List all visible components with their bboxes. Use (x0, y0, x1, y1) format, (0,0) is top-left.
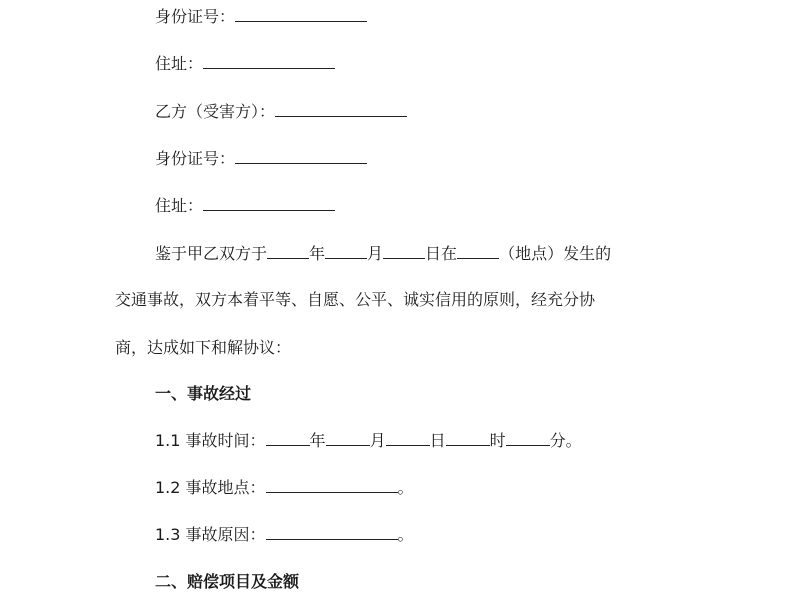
preamble-prefix: 鉴于甲乙双方于 (155, 244, 268, 263)
party-b-id-line (155, 148, 367, 170)
section-2-heading: 二、赔偿项目及金额 (155, 572, 300, 591)
accident-location-blank[interactable] (457, 244, 499, 259)
time-minute: 分。 (549, 431, 582, 450)
accident-cause-end: 。 (397, 525, 414, 544)
accident-time-label: 1.1 事故时间： (155, 431, 266, 450)
accident-place-line (155, 477, 414, 499)
party-b-address-line (155, 195, 335, 217)
preamble-line-2: 交通事故，双方本着平等、自愿、公平、诚实信用的原则，经充分协 (115, 290, 596, 309)
accident-place-end: 。 (397, 478, 414, 497)
accident-day-blank[interactable] (383, 244, 425, 259)
party-a-address-blank[interactable] (203, 54, 335, 69)
preamble-year: 年 (309, 244, 326, 263)
time-minute-blank[interactable] (506, 431, 550, 446)
party-a-address-label: 住址： (155, 54, 204, 73)
accident-year-blank[interactable] (267, 244, 309, 259)
accident-time-line (155, 430, 582, 452)
time-month-blank[interactable] (326, 431, 370, 446)
time-day: 日 (429, 431, 446, 450)
time-month: 月 (369, 431, 386, 450)
party-a-id-blank[interactable] (235, 7, 367, 22)
preamble-location-suffix: （地点）发生的 (499, 244, 612, 263)
party-b-id-label: 身份证号： (155, 149, 236, 168)
party-a-address-line (155, 53, 335, 75)
accident-cause-blank[interactable] (266, 525, 398, 540)
accident-cause-line (155, 524, 414, 546)
accident-place-label: 1.2 事故地点： (155, 478, 266, 497)
party-b-id-blank[interactable] (235, 149, 367, 164)
time-day-blank[interactable] (386, 431, 430, 446)
accident-month-blank[interactable] (325, 244, 367, 259)
time-hour-blank[interactable] (446, 431, 490, 446)
party-b-name-blank[interactable] (275, 102, 407, 117)
preamble-day-at: 日在 (425, 244, 458, 263)
preamble-month: 月 (367, 244, 384, 263)
preamble-line-3: 商，达成如下和解协议： (115, 338, 292, 357)
party-b-title: 乙方（受害方）： (155, 102, 276, 121)
accident-place-blank[interactable] (266, 478, 398, 493)
party-b-address-label: 住址： (155, 196, 204, 215)
party-b-title-line (155, 101, 407, 123)
section-1-heading: 一、事故经过 (155, 384, 252, 403)
time-year-blank[interactable] (266, 431, 310, 446)
time-year: 年 (309, 431, 326, 450)
party-b-address-blank[interactable] (203, 196, 335, 211)
preamble-line-1 (155, 243, 611, 265)
accident-cause-label: 1.3 事故原因： (155, 525, 266, 544)
party-a-id-label: 身份证号： (155, 7, 236, 26)
time-hour: 时 (489, 431, 506, 450)
party-a-id-line (155, 6, 367, 28)
